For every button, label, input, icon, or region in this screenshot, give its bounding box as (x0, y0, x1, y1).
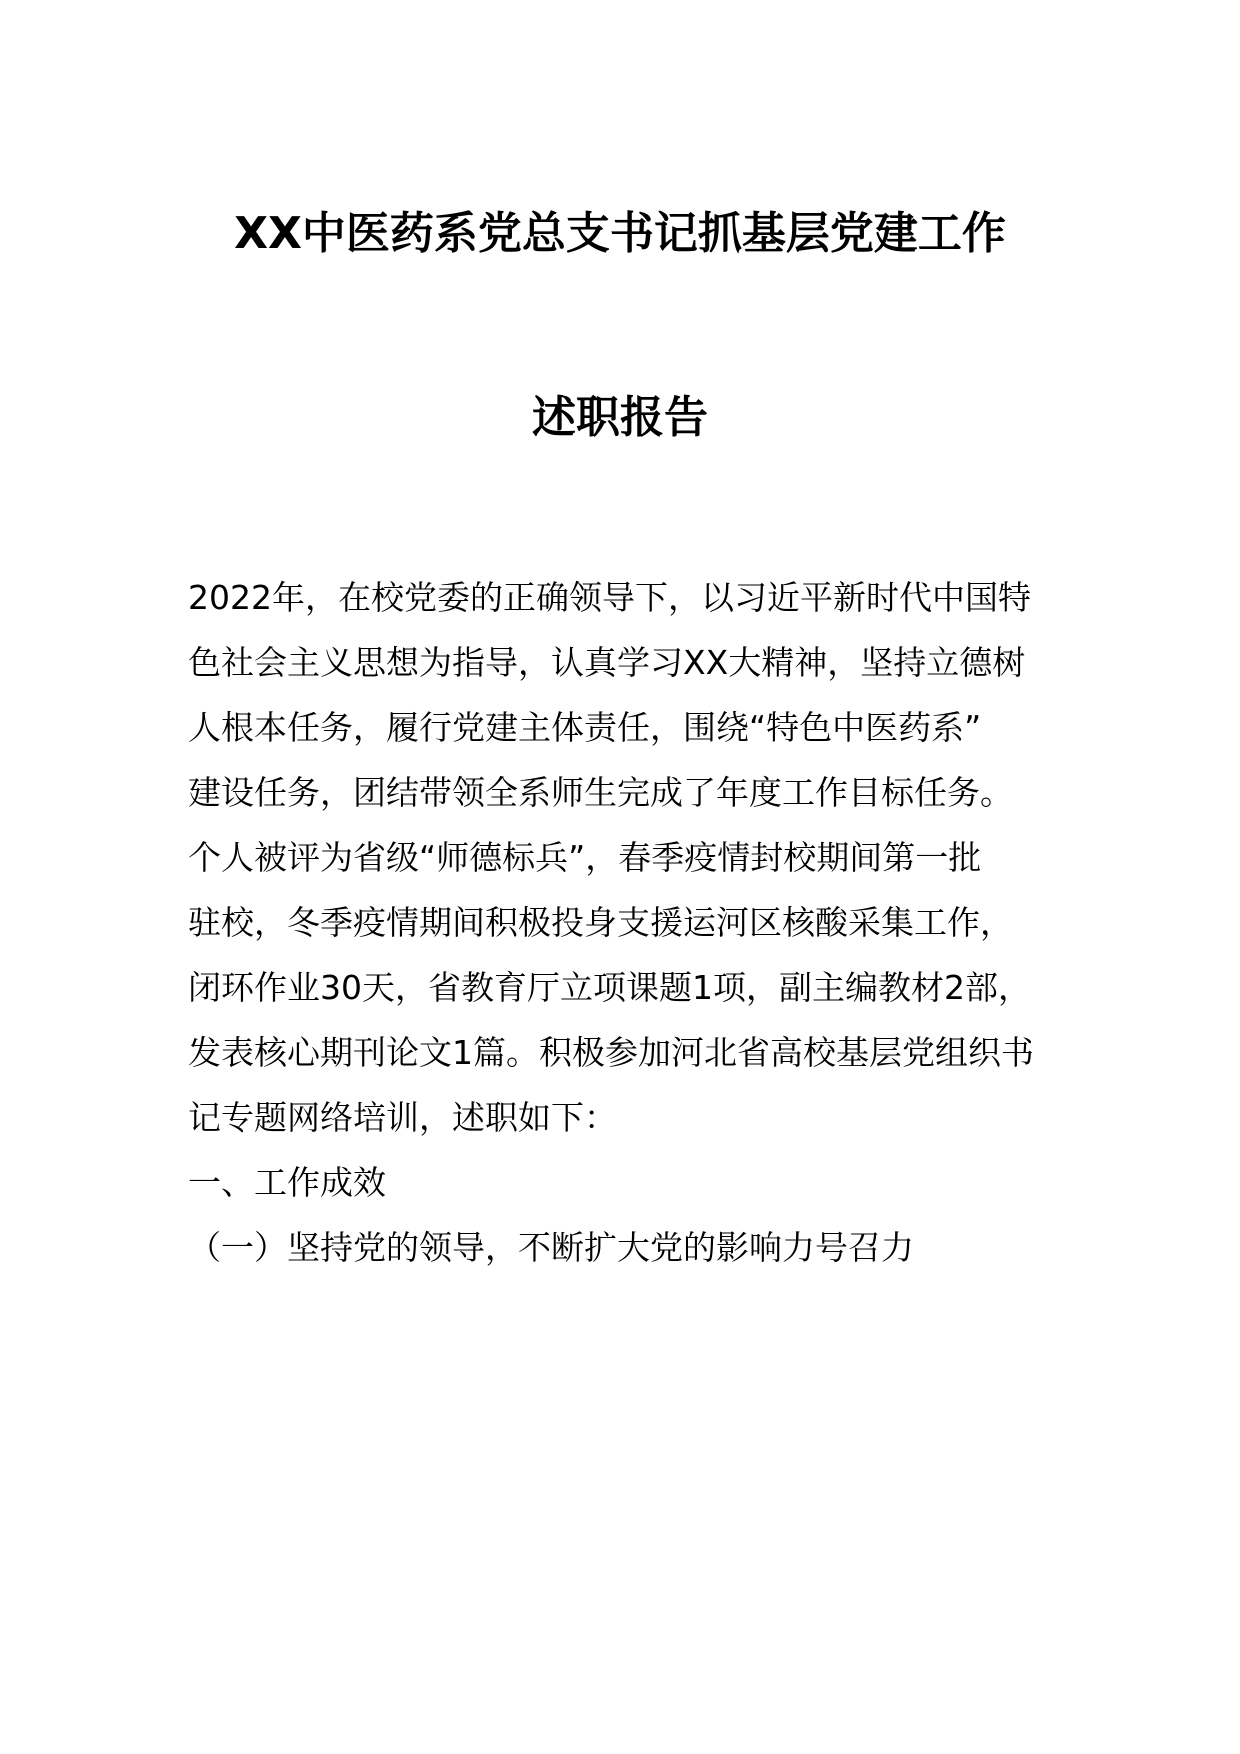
document-title-line-1: XX中医药系党总支书记抓基层党建工作 (234, 208, 1006, 259)
document-title-line-2: 述职报告 (532, 392, 708, 443)
body-line: 记专题网络培训，述职如下： (188, 1098, 617, 1137)
body-line: 人根本任务，履行党建主体责任，围绕“特色中医药系” (188, 708, 982, 747)
body-line: 驻校，冬季疫情期间积极投身支援运河区核酸采集工作， (188, 903, 1013, 942)
body-line: 发表核心期刊论文1篇。积极参加河北省高校基层党组织书 (188, 1033, 1034, 1072)
body-line: 色社会主义思想为指导，认真学习XX大精神，坚持立德树 (188, 643, 1026, 682)
body-line: 个人被评为省级“师德标兵”，春季疫情封校期间第一批 (188, 838, 982, 877)
section-heading: 一、工作成效 (188, 1163, 386, 1202)
body-line: 建设任务，团结带领全系师生完成了年度工作目标任务。 (188, 773, 1013, 812)
subsection-heading: （一）坚持党的领导，不断扩大党的影响力号召力 (188, 1228, 914, 1267)
body-line: 2022年，在校党委的正确领导下，以习近平新时代中国特 (188, 578, 1031, 617)
body-line: 闭环作业30天，省教育厅立项课题1项，副主编教材2部， (188, 968, 1031, 1007)
